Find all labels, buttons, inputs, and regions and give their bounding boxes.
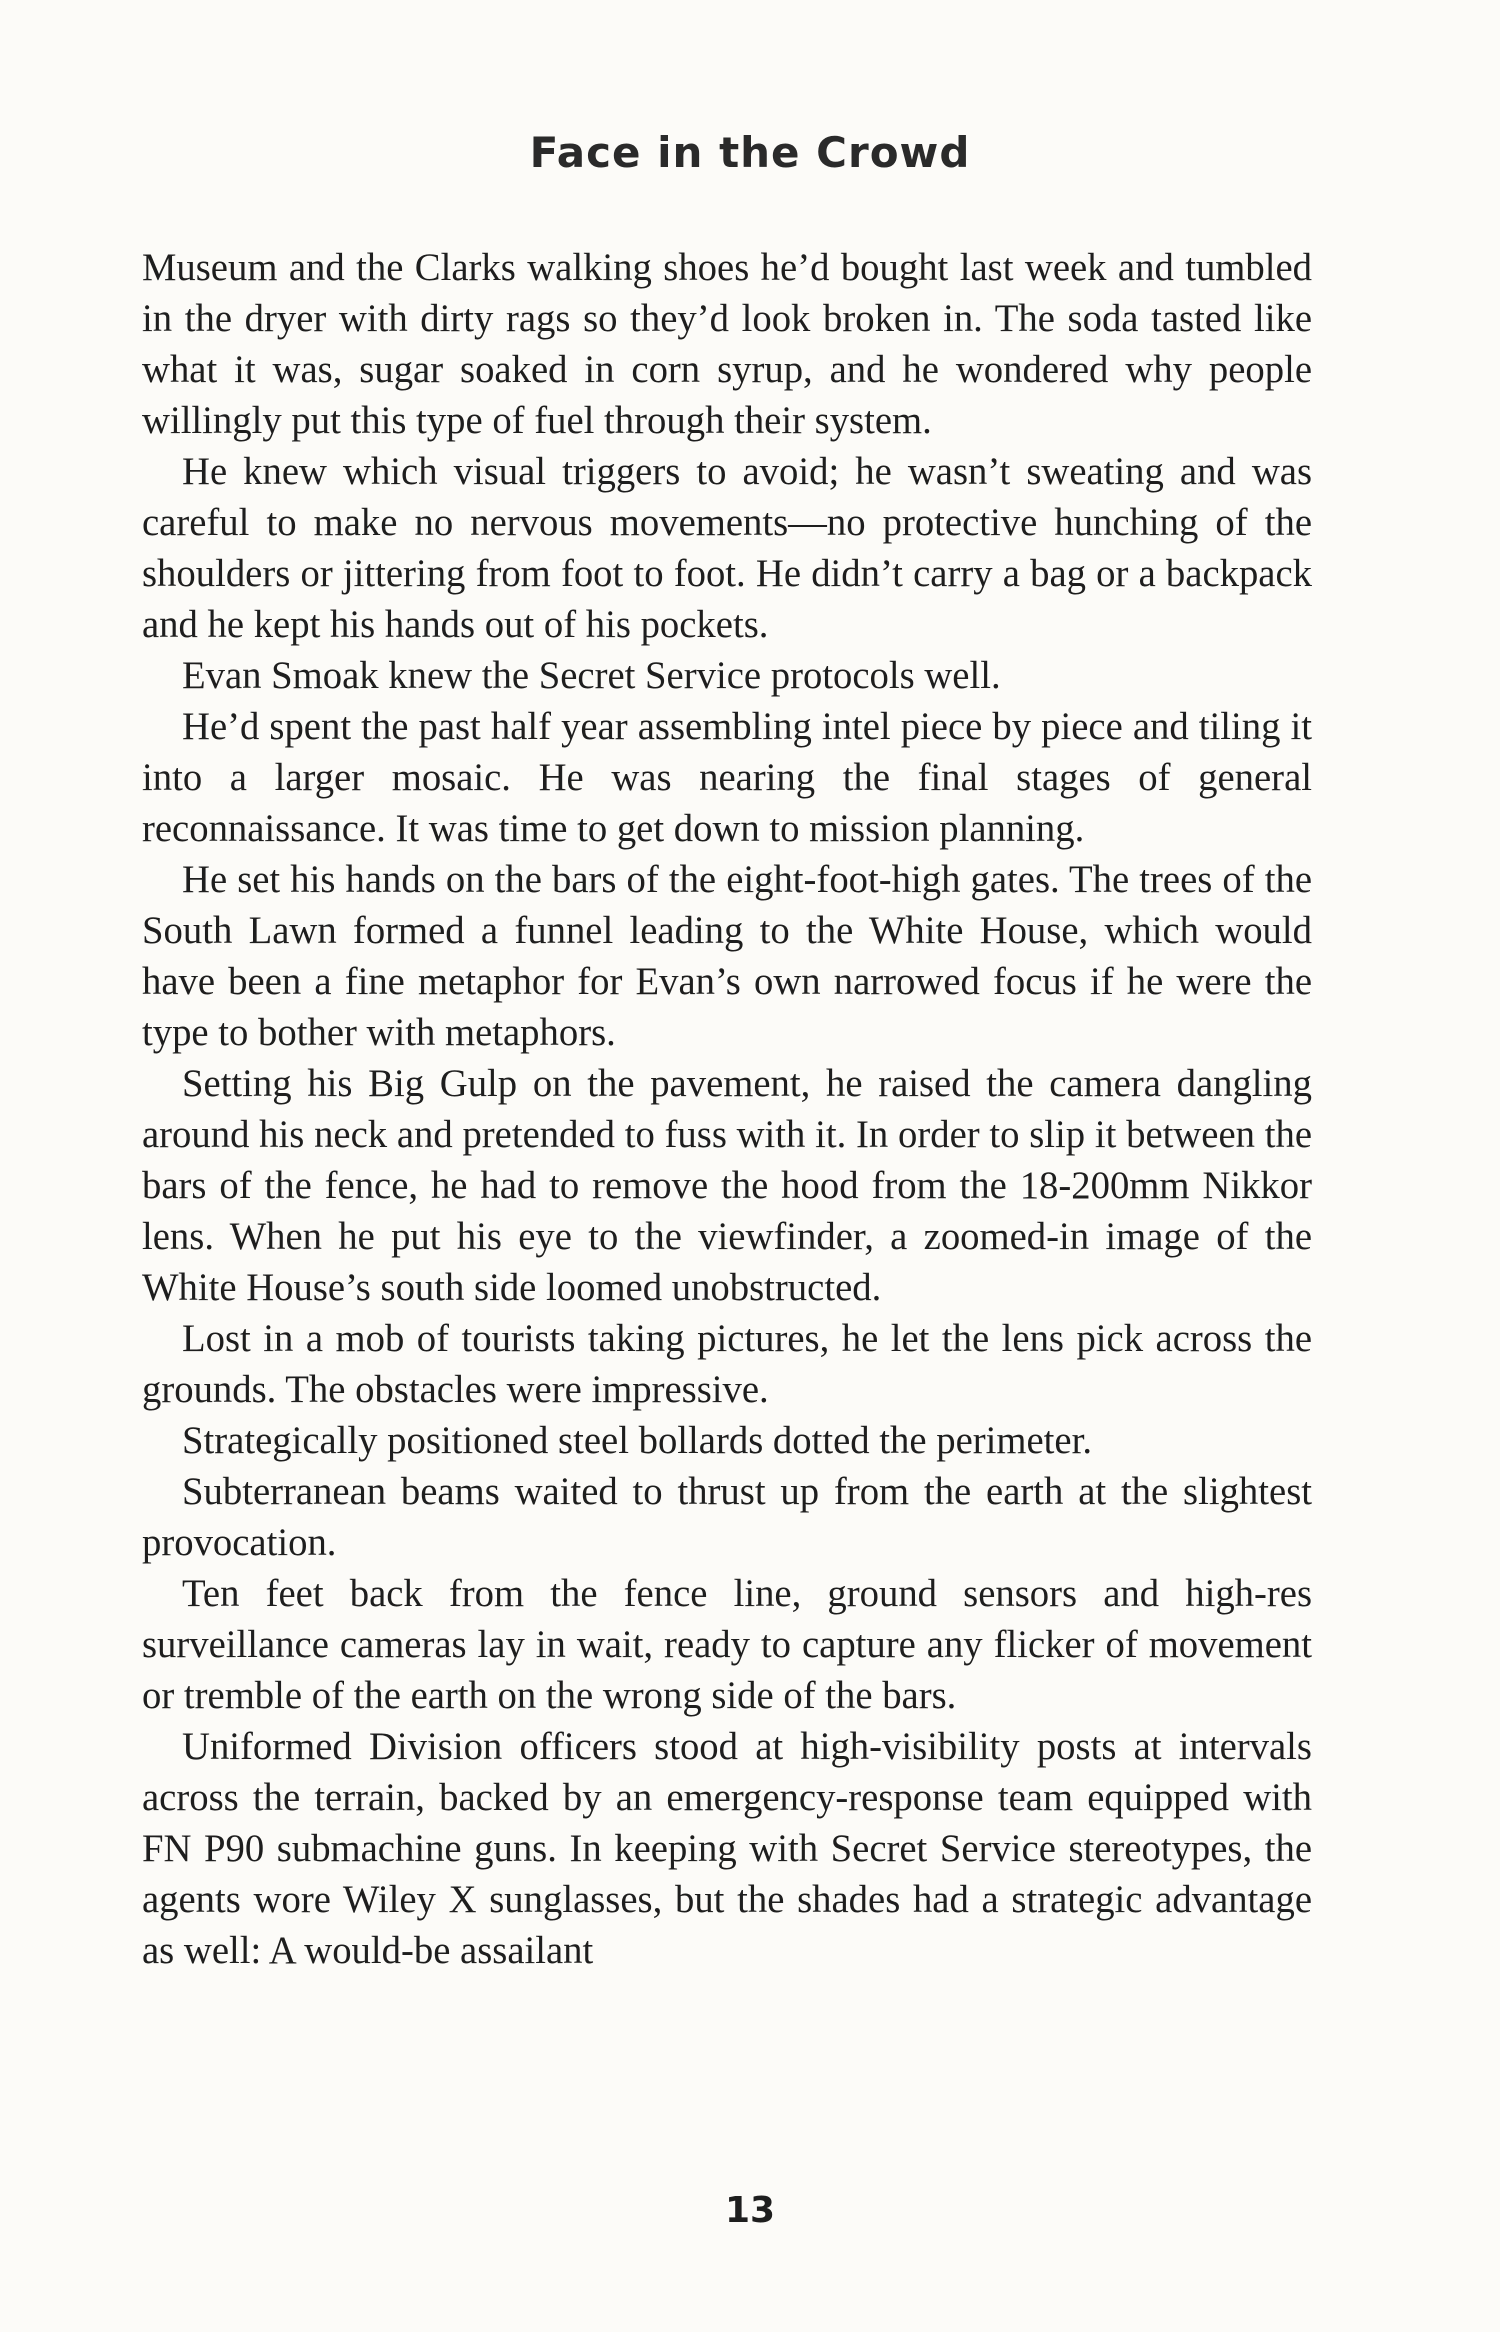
paragraph: Museum and the Clarks walking shoes he’d bought last week and tumbled in the dryer with dirty rags so they’d look broken in. The soda tasted like what it was, sugar soaked in corn syrup, and he wondered why people willingly put this type of fuel through their system. <box>142 247 1312 442</box>
paragraph: Evan Smoak knew the Secret Service protocols well. <box>182 655 1001 697</box>
paragraph: He set his hands on the bars of the eight-foot-high gates. The trees of the South Lawn formed a funnel leading to the White House, which would have been a fine metaphor for Evan’s own narrowed focus if he were the type to bother with metaphors. <box>142 859 1312 1054</box>
paragraph: Lost in a mob of tourists taking pictures, he let the lens pick across the grounds. The obstacles were impressive. <box>142 1318 1312 1411</box>
paragraph: Setting his Big Gulp on the pavement, he raised the camera dangling around his neck and pretended to fuss with it. In order to slip it between the bars of the fence, he had to remove the hood from the 18-200mm Nikkor lens. When he put his eye to the viewfinder, a zoomed-in image of the White House’s south side loomed unobstructed. <box>142 1063 1312 1309</box>
body-text <box>142 243 1312 1977</box>
running-head: Face in the Crowd <box>529 128 971 177</box>
page-number: 13 <box>724 2190 776 2231</box>
paragraph: He knew which visual triggers to avoid; he wasn’t sweating and was careful to make no nervous movements—no protective hunching of the shoulders or jittering from foot to foot. He didn’t carry a bag or a backpack and he kept his hands out of his pockets. <box>142 451 1312 646</box>
paragraph: Ten feet back from the fence line, ground sensors and high-res surveillance cameras lay in wait, ready to capture any flicker of movement or tremble of the earth on the wrong side of the bars. <box>142 1573 1312 1717</box>
paragraph: Subterranean beams waited to thrust up from the earth at the slightest provocation. <box>142 1471 1312 1564</box>
paragraph: Strategically positioned steel bollards dotted the perimeter. <box>182 1420 1092 1462</box>
paragraph: He’d spent the past half year assembling intel piece by piece and tiling it into a larger mosaic. He was nearing the final stages of general reconnaissance. It was time to get down to mission planning. <box>142 706 1312 850</box>
paragraph: Uniformed Division officers stood at high-visibility posts at intervals across the terrain, backed by an emergency-response team equipped with FN P90 submachine guns. In keeping with Secret Service stereotypes, the agents wore Wiley X sunglasses, but the shades had a strategic advantage as well: A would-be assailant <box>142 1726 1312 1972</box>
